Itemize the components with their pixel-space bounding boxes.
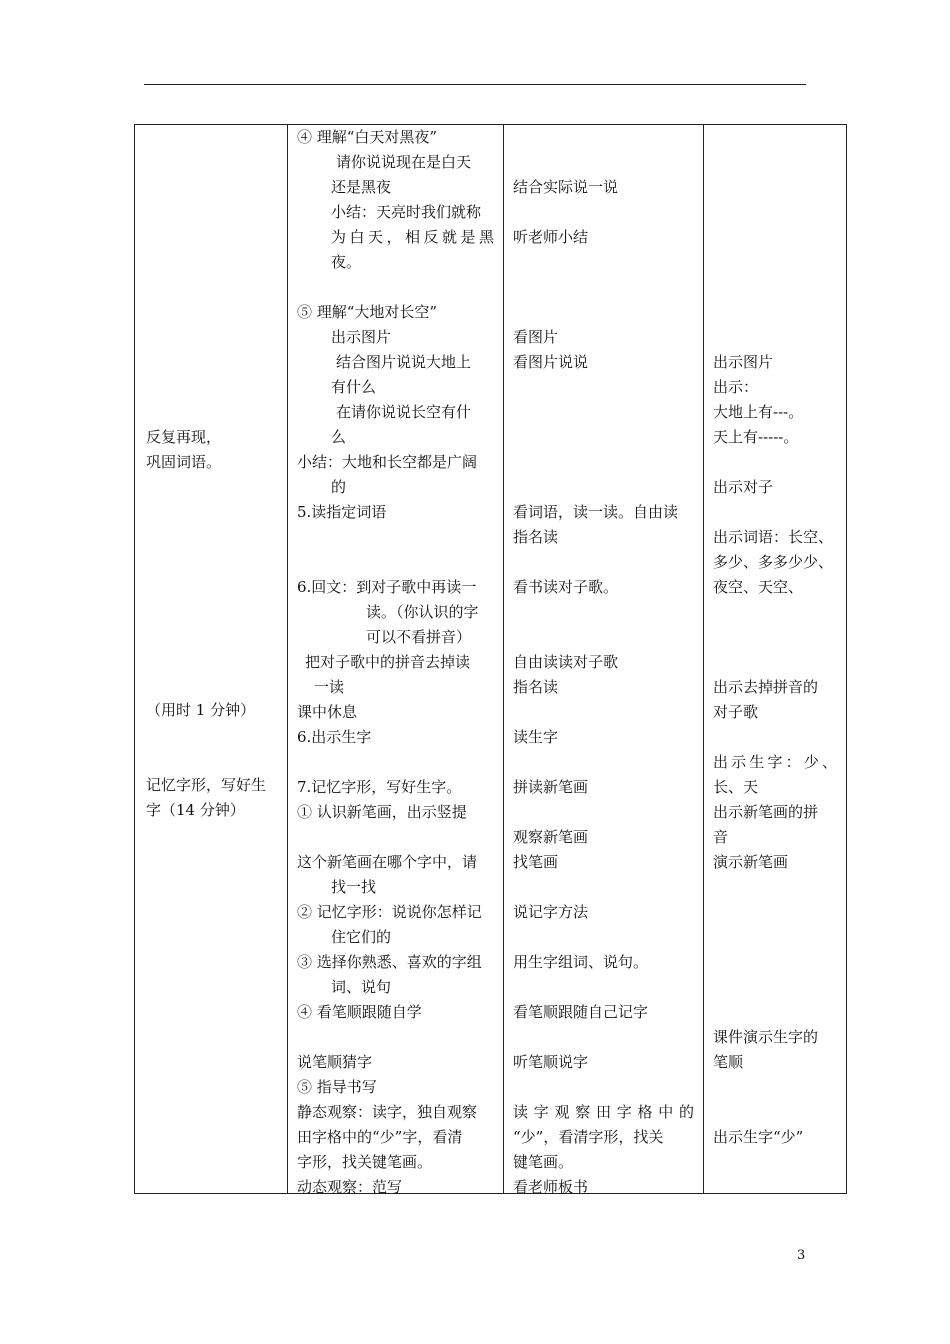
media-line: 出示图片 (713, 353, 774, 371)
student-line: 看书读对子歌。 (513, 578, 619, 596)
activity-line: ⑤ 理解“大地对长空” (297, 303, 438, 321)
media-line: 出示生字：少、 (713, 753, 837, 771)
activity-line: 为白天，相反就是黑 (331, 228, 494, 246)
student-line: 指名读 (513, 678, 559, 696)
student-line: 听老师小结 (513, 228, 589, 246)
column-divider-3 (703, 124, 704, 1194)
media-line: 多少、多多少少、 (713, 553, 834, 571)
student-line: 听笔顺说字 (513, 1053, 589, 1071)
column-divider-2 (503, 124, 504, 1194)
activity-line: 5.读指定词语 (297, 503, 387, 521)
activity-line: 夜。 (331, 253, 362, 271)
activity-line: 有什么 (331, 378, 377, 396)
student-line: 结合实际说一说 (513, 178, 619, 196)
activity-line: 么 (331, 428, 347, 446)
student-line: 拼读新笔画 (513, 778, 589, 796)
objective-text: 记忆字形，写好生 (146, 776, 267, 794)
student-line: 读生字 (513, 728, 559, 746)
activity-line: 读。（你认识的字 (366, 603, 479, 621)
student-line: 键笔画。 (513, 1153, 574, 1171)
activity-line: ⑤ 指导书写 (297, 1078, 377, 1096)
media-line: 出示对子 (713, 478, 774, 496)
student-line: 找笔画 (513, 853, 559, 871)
header-rule (144, 84, 806, 85)
activity-line: 的 (331, 478, 347, 496)
media-line: 音 (713, 828, 729, 846)
activity-line: ② 记忆字形：说说你怎样记 (297, 903, 482, 921)
activity-line: 找一找 (331, 878, 377, 896)
activity-line: 还是黑夜 (331, 178, 392, 196)
activity-line: 动态观察：范写 (297, 1178, 403, 1196)
activity-line: 出示图片 (331, 328, 392, 346)
objective-text: 反复再现， (146, 428, 222, 446)
media-line: 演示新笔画 (713, 853, 789, 871)
student-line: 看词语，读一读。自由读 (513, 503, 679, 521)
media-line: 夜空、天空、 (713, 578, 804, 596)
student-line: 看笔顺跟随自己记字 (513, 1003, 649, 1021)
activity-line: 这个新笔画在哪个字中，请 (297, 853, 478, 871)
media-line: 笔顺 (713, 1053, 744, 1071)
activity-line: 字形，找关键笔画。 (297, 1153, 433, 1171)
student-line: “少”，看清字形，找关 (513, 1128, 664, 1146)
activity-line: 6.回文：到对子歌中再读一 (297, 578, 477, 596)
activity-line: 小结：天亮时我们就称 (331, 203, 482, 221)
activity-line: 结合图片说说大地上 (336, 353, 472, 371)
activity-line: 课中休息 (297, 703, 358, 721)
student-line: 读字观察田字格中的 (513, 1103, 694, 1121)
media-line: 对子歌 (713, 703, 759, 721)
media-line: 课件演示生字的 (713, 1028, 819, 1046)
activity-line: 7.记忆字形，写好生字。 (297, 778, 462, 796)
student-line: 看图片说说 (513, 353, 589, 371)
objective-text: 巩固词语。 (146, 453, 222, 471)
activity-line: ④ 看笔顺跟随自学 (297, 1003, 422, 1021)
activity-line: 静态观察：读字，独自观察 (297, 1103, 478, 1121)
time-note: （用时 1 分钟） (146, 701, 256, 719)
activity-line: 词、说句 (331, 978, 392, 996)
student-line: 自由读读对子歌 (513, 653, 619, 671)
student-line: 看老师板书 (513, 1178, 589, 1196)
activity-line: 可以不看拼音） (366, 628, 472, 646)
activity-line: ③ 选择你熟悉、喜欢的字组 (297, 953, 482, 971)
activity-line: 小结：大地和长空都是广阔 (297, 453, 478, 471)
activity-line: 6.出示生字 (297, 728, 372, 746)
media-line: 大地上有---。 (713, 403, 804, 421)
activity-line: 住它们的 (331, 928, 392, 946)
page-number: 3 (797, 1248, 806, 1263)
objective-text: 字（14 分钟） (146, 801, 245, 819)
media-line: 出示去掉拼音的 (713, 678, 819, 696)
activity-line: 把对子歌中的拼音去掉读 (305, 653, 471, 671)
activity-line: ④ 理解“白天对黑夜” (297, 128, 438, 146)
activity-line: 请你说说现在是白天 (336, 153, 472, 171)
student-line: 观察新笔画 (513, 828, 589, 846)
media-line: 出示词语：长空、 (713, 528, 834, 546)
student-line: 说记字方法 (513, 903, 589, 921)
student-line: 看图片 (513, 328, 559, 346)
student-line: 指名读 (513, 528, 559, 546)
activity-line: 说笔顺猜字 (297, 1053, 373, 1071)
activity-line: 在请你说说长空有什 (336, 403, 472, 421)
media-line: 长、天 (713, 778, 759, 796)
media-line: 出示： (713, 378, 759, 396)
activity-line: ① 认识新笔画，出示竖提 (297, 803, 467, 821)
media-line: 天上有-----。 (713, 428, 799, 446)
student-line: 用生字组词、说句。 (513, 953, 649, 971)
media-line: 出示生字“少” (713, 1128, 804, 1146)
column-divider-1 (287, 124, 288, 1194)
media-line: 出示新笔画的拼 (713, 803, 819, 821)
activity-line: 田字格中的“少”字，看清 (297, 1128, 463, 1146)
activity-line: 一读 (314, 678, 345, 696)
